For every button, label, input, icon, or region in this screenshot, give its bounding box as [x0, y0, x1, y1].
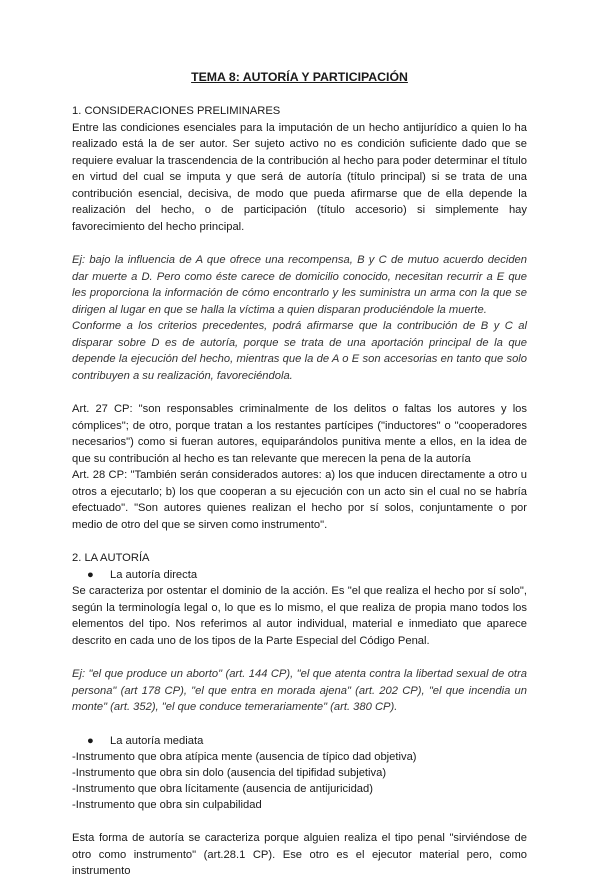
direct-authorship-paragraph: Se caracteriza por ostentar el dominio de la acción. Es "el que realiza el hecho por sí solo", según la terminología legal o, lo que es lo mismo, el que realiza de propia mano todos los elementos del tipo. Nos referimos al autor individual, material e inmediato que aparece descrito en cada uno de los tipos de la Parte Especial del Código Penal. [72, 585, 527, 647]
document-title: TEMA 8: AUTORÍA Y PARTICIPACIÓN [191, 70, 408, 84]
bullet-label: La autoría directa [110, 568, 198, 581]
list-item: -Instrumento que obra sin culpabilidad [72, 799, 262, 811]
bullet-icon: ● [87, 734, 94, 747]
bullet-label: La autoría mediata [110, 734, 204, 747]
bullet-mediate-authorship [72, 733, 527, 750]
document-page [72, 70, 527, 880]
section-2-heading: 2. LA AUTORÍA [72, 552, 150, 564]
section-1-paragraph: Entre las condiciones esenciales para la imputación de un hecho antijurídico a quien lo ha realizado está la de ser autor. Ser sujeto activo no es condición suficiente dado que se requiere evaluar la trascendencia de la contribución al hecho para poder determinar el título en virtud del cual se imputa y que será de autoría (título principal) si se trata de una contribución esencial, decisiva, de modo que pueda afirmarse que de ella depende la realización del hecho, o de participación (título accesorio) si simplemente hay favorecimiento del hecho principal. [72, 121, 527, 233]
direct-authorship-example: Ej: "el que produce un aborto" (art. 144 CP), "el que atenta contra la libertad sexual de otra persona" (art 178 CP), "el que entra en morada ajena" (art. 202 CP), "el que incendia un monte" (art. 352), "el que conduce temerariamente" (art. 380 CP). [72, 668, 527, 713]
example-1: Ej: bajo la influencia de A que ofrece una recompensa, B y C de mutuo acuerdo deciden dar muerte a D. Pero como éste carece de domicilio conocido, necesitan recurrir a E que les proporciona la información de cómo encontrarlo y les suministra un arma con la que se dirigen al lugar en que se halla la víctima a quien disparan produciéndole la muerte. [72, 254, 527, 316]
list-item: -Instrumento que obra atípica mente (ausencia de típico dad objetiva) [72, 751, 417, 763]
list-item: -Instrumento que obra sin dolo (ausencia del tipifidad subjetiva) [72, 767, 387, 779]
bullet-icon: ● [87, 568, 94, 581]
article-27-paragraph: Art. 27 CP: "son responsables criminalmente de los delitos o faltas los autores y los cómplices"; de otro, porque tratan a los restantes partícipes ("inductores" o "cooperadores necesarios") como si fueran autores, equiparándolos punitiva mente a ellos, en la idea de que su contribución al hecho es tan relevante que merecen la pena de la autoría [72, 403, 527, 465]
mediate-authorship-paragraph: Esta forma de autoría se caracteriza porque alguien realiza el tipo penal "sirviéndose de otro como instrumento" (art.28.1 CP). Ese otro es el ejecutor material pero, como instrumento [72, 832, 527, 877]
bullet-direct-authorship [72, 567, 527, 584]
section-1-heading: 1. CONSIDERACIONES PRELIMINARES [72, 105, 281, 117]
instrument-list [72, 749, 527, 813]
list-item: -Instrumento que obra lícitamente (ausencia de antijuricidad) [72, 783, 373, 795]
article-28-paragraph: Art. 28 CP: "También serán considerados autores: a) los que inducen directamente a otro u otros a ejecutarlo; b) los que cooperan a su ejecución con un acto sin el cual no se habría efectuado". "Son autores quienes realizan el hecho por sí solos, conjuntamente o por medio de otro del que se sirven como instrumento". [72, 469, 527, 531]
example-1-conclusion: Conforme a los criterios precedentes, podrá afirmarse que la contribución de B y C al disparar sobre D es de autoría, porque se trata de una aportación principal de la que depende la ejecución del hecho, mientras que la de A o E son accesorias en tanto que solo contribuyen a su realización, favoreciéndola. [72, 320, 527, 382]
